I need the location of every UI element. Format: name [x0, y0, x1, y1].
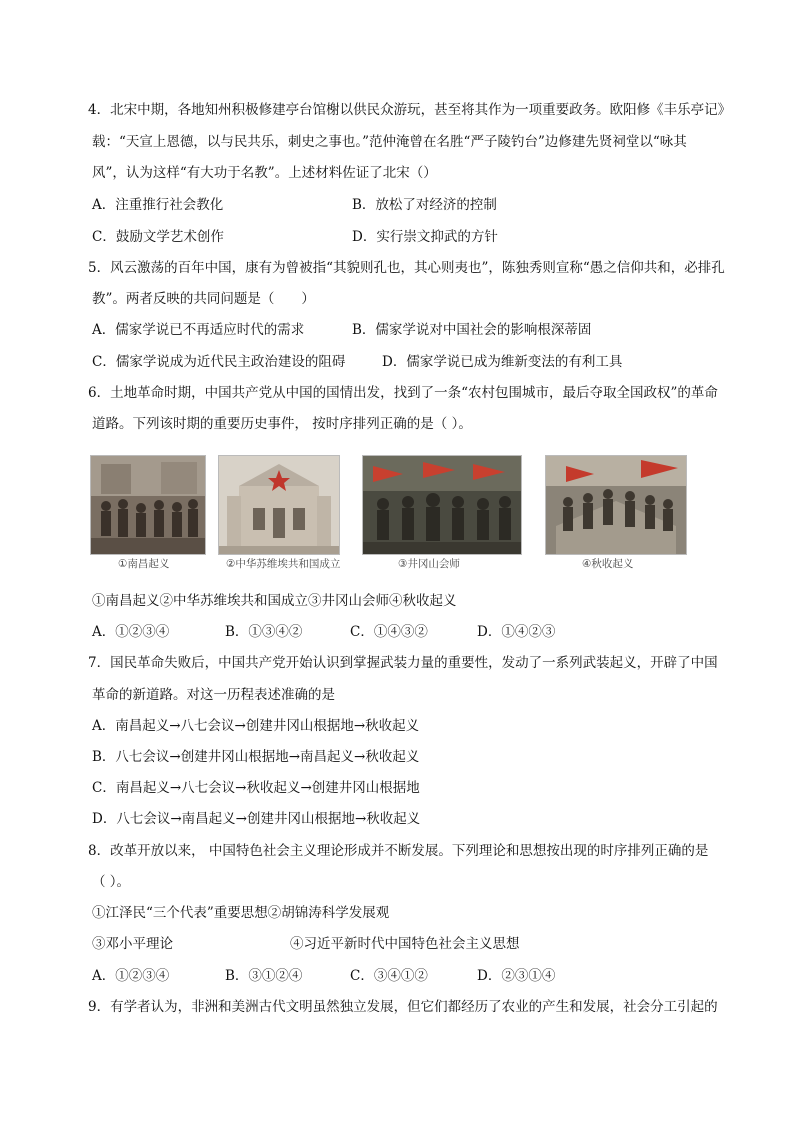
- autumn-harvest-uprising-image: [545, 455, 687, 555]
- q8-items-1-2: ①江泽民“三个代表”重要思想②胡锦涛科学发展观: [92, 905, 390, 921]
- q7-option-d[interactable]: D．八七会议→南昌起义→创建井冈山根据地→秋收起义: [92, 811, 421, 827]
- q6-option-c[interactable]: C．①④③②: [350, 624, 428, 640]
- q4-option-d[interactable]: D．实行崇文抑武的方针: [352, 229, 498, 245]
- q5-stem-line2: 教”。两者反映的共同问题是（ ）: [92, 291, 315, 307]
- q6-stem-line2: 道路。下列该时期的重要历史事件， 按时序排列正确的是（ ）。: [92, 416, 472, 432]
- q5-option-a[interactable]: A．儒家学说已不再适应时代的需求: [92, 322, 305, 338]
- q8-stem-line1: 8．改革开放以来， 中国特色社会主义理论形成并不断发展。下列理论和思想按出现的时序排列正确的是: [88, 843, 709, 859]
- q4-option-c[interactable]: C．鼓励文学艺术创作: [92, 229, 224, 245]
- jinggangshan-meeting-image: [362, 455, 522, 555]
- nanchang-uprising-image: [90, 455, 206, 555]
- q6-option-a[interactable]: A．①②③④: [92, 624, 170, 640]
- q6-option-b[interactable]: B．①③④②: [225, 624, 303, 640]
- q6-option-d[interactable]: D．①④②③: [477, 624, 556, 640]
- q4-stem-line3: 风”，认为这样“有大功于名教”。上述材料佐证了北宋（）: [92, 165, 437, 181]
- q9-stem-line1: 9．有学者认为，非洲和美洲古代文明虽然独立发展，但它们都经历了农业的产生和发展，社会分工引起的: [88, 999, 718, 1015]
- caption-jinggangshan: ③井冈山会师: [398, 558, 460, 570]
- q4-option-b[interactable]: B．放松了对经济的控制: [352, 197, 497, 213]
- caption-nanchang: ①南昌起义: [118, 558, 170, 570]
- q7-option-c[interactable]: C．南昌起义→八七会议→秋收起义→创建井冈山根据地: [92, 780, 420, 796]
- caption-autumn-harvest: ④秋收起义: [582, 558, 634, 570]
- q6-items: ①南昌起义②中华苏维埃共和国成立③井冈山会师④秋收起义: [92, 593, 457, 609]
- q8-stem-line2: （ ）。: [92, 874, 131, 890]
- caption-soviet-republic: ②中华苏维埃共和国成立: [226, 558, 341, 570]
- q5-stem-line1: 5．风云激荡的百年中国，康有为曾被指“其貌则孔也，其心则夷也”，陈独秀则宣称“愚之信仰共和，必排孔: [88, 260, 725, 276]
- q4-stem-line2: 载：“天宣上恩德，以与民共乐，刺史之事也。”范仲淹曾在名胜“严子陵钓台”边修建先贤祠堂以“咏其: [92, 134, 687, 150]
- q7-stem-line2: 革命的新道路。对这一历程表述准确的是: [92, 687, 335, 703]
- q8-item-4: ④习近平新时代中国特色社会主义思想: [290, 936, 520, 952]
- q8-option-d[interactable]: D．②③①④: [477, 968, 556, 984]
- q8-item-3: ③邓小平理论: [92, 936, 173, 952]
- q7-option-b[interactable]: B．八七会议→创建井冈山根据地→南昌起义→秋收起义: [92, 749, 420, 765]
- q7-option-a[interactable]: A．南昌起义→八七会议→创建井冈山根据地→秋收起义: [92, 718, 420, 734]
- q4-option-a[interactable]: A．注重推行社会教化: [92, 197, 224, 213]
- soviet-republic-image: [218, 455, 340, 555]
- q8-option-c[interactable]: C．③④①②: [350, 968, 428, 984]
- q7-stem-line1: 7．国民革命失败后，中国共产党开始认识到掌握武装力量的重要性，发动了一系列武装起义，开辟了中国: [88, 655, 718, 671]
- q5-option-b[interactable]: B．儒家学说对中国社会的影响根深蒂固: [352, 322, 592, 338]
- q4-stem-line1: 4．北宋中期，各地知州积极修建亭台馆榭以供民众游玩，甚至将其作为一项重要政务。欧阳修《丰乐亭记》: [88, 102, 732, 118]
- q8-option-b[interactable]: B．③①②④: [225, 968, 303, 984]
- q6-stem-line1: 6．土地革命时期，中国共产党从中国的国情出发，找到了一条“农村包围城市，最后夺取全国政权”的革命: [88, 385, 718, 401]
- q5-option-c[interactable]: C．儒家学说成为近代民主政治建设的阻碍: [92, 354, 346, 370]
- q5-option-d[interactable]: D．儒家学说已成为维新变法的有利工具: [382, 354, 623, 370]
- q8-option-a[interactable]: A．①②③④: [92, 968, 170, 984]
